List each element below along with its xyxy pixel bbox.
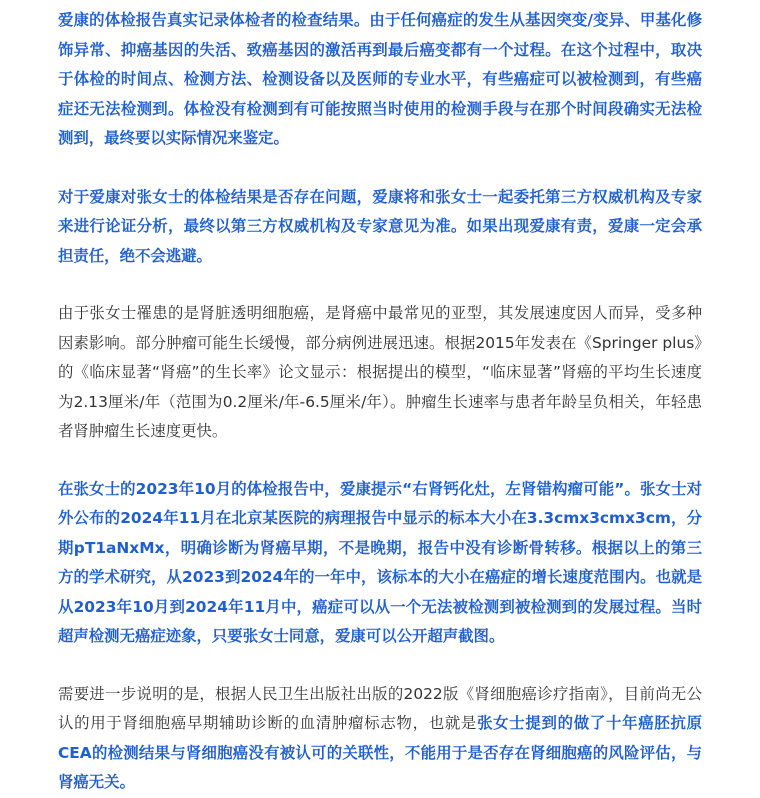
paragraph-tumor-growth-research: 由于张女士罹患的是肾脏透明细胞癌，是肾癌中最常见的亚型，其发展速度因人而异，受多种因素影响。部分肿瘤可能生长缓慢，部分病例进展迅速。根据2015年发表在《Springer plus》的《临床显著“肾癌”的生长率》论文显示：根据提出的模型，“临床显著”肾癌的平均生长速度为2.13厘米/年（范围为0.2厘米/年-6.5厘米/年）。肿瘤生长速率与患者年龄呈负相关，年轻患者肾肿瘤生长速度更快。: [58, 304, 702, 440]
tumor-marker-note-highlight: 张女士提到的做了十年癌胚抗原CEA的检测结果与肾细胞癌没有被认可的关联性，不能用于是否存在肾细胞癌的风险评估，与肾癌无关。: [58, 714, 702, 791]
tumor-marker-note-text: 需要进一步说明的是，根据人民卫生出版社出版的2022版《肾细胞癌诊疗指南》，目前尚无公认的用于肾细胞癌早期辅助诊断的血清肿瘤标志物，也就是: [58, 684, 702, 732]
paragraph-exam-timeline: 在张女士的2023年10月的体检报告中，爱康提示“右肾钙化灶，左肾错构瘤可能”。张女士对外公布的2024年11月在北京某医院的病理报告中显示的标本大小在3.3cmx3cmx3cm，分期pT1aNxMx，明确诊断为肾癌早期，不是晚期，报告中没有诊断骨转移。根据以上的第三方的学术研究，从2023到2024年的一年中，该标本的大小在癌症的增长速度范围内。也就是从2023年10月到2024年11月中，癌症可以从一个无法被检测到被检测到的发展过程。当时超声检测无癌症迹象，只要张女士同意，爱康可以公开超声截图。: [58, 479, 702, 645]
paragraph-physical-exam-statement: 爱康的体检报告真实记录体检者的检查结果。由于任何癌症的发生从基因突变/变异、甲基化修饰异常、抑癌基因的失活、致癌基因的激活再到最后癌变都有一个过程。在这个过程中，取决于体检的时间点、检测方法、检测设备以及医师的专业水平，有些癌症可以被检测到，有些癌症还无法检测到。体检没有检测到有可能按照当时使用的检测手段与在那个时间段确实无法检测到，最终要以实际情况来鉴定。: [58, 11, 702, 147]
paragraph-tumor-marker-note: [58, 680, 702, 798]
paragraph-third-party-review: 对于爱康对张女士的体检结果是否存在问题，爱康将和张女士一起委托第三方权威机构及专家来进行论证分析，最终以第三方权威机构及专家意见为准。如果出现爱康有责，爱康一定会承担责任，绝不会逃避。: [58, 187, 702, 265]
